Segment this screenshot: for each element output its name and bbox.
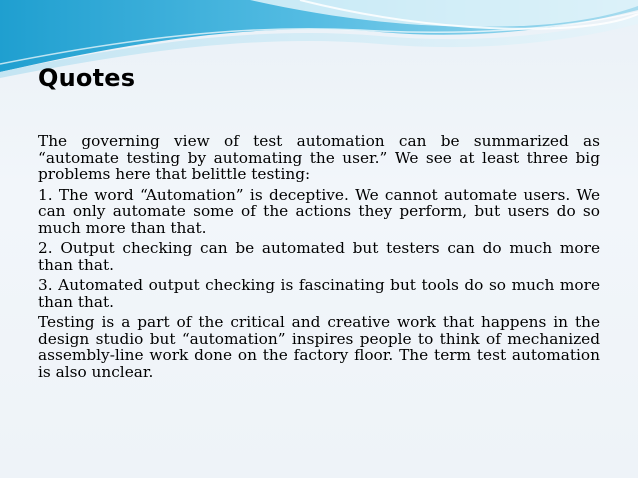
point-3-paragraph: 3. Automated output checking is fascinating but tools do so much more than that.	[38, 276, 600, 311]
conclusion-paragraph: Testing is a part of the critical and creative work that happens in the design studio but “automation” inspires people to think of mechanized assembly-line work done on the factory floor. The term test automation is also unclear.	[38, 313, 600, 381]
intro-paragraph: The governing view of test automation can be summarized as “automate testing by automating the user.” We see at least three big problems here that belittle testing:	[38, 132, 600, 183]
slide-title: Quotes	[38, 64, 136, 92]
slide-body	[38, 133, 600, 384]
point-1-paragraph: 1. The word “Automation” is deceptive. We cannot automate users. We can only automate some of the actions they perform, but users do so much more than that.	[38, 185, 600, 237]
point-2-paragraph: 2. Output checking can be automated but testers can do much more than that.	[38, 239, 600, 274]
